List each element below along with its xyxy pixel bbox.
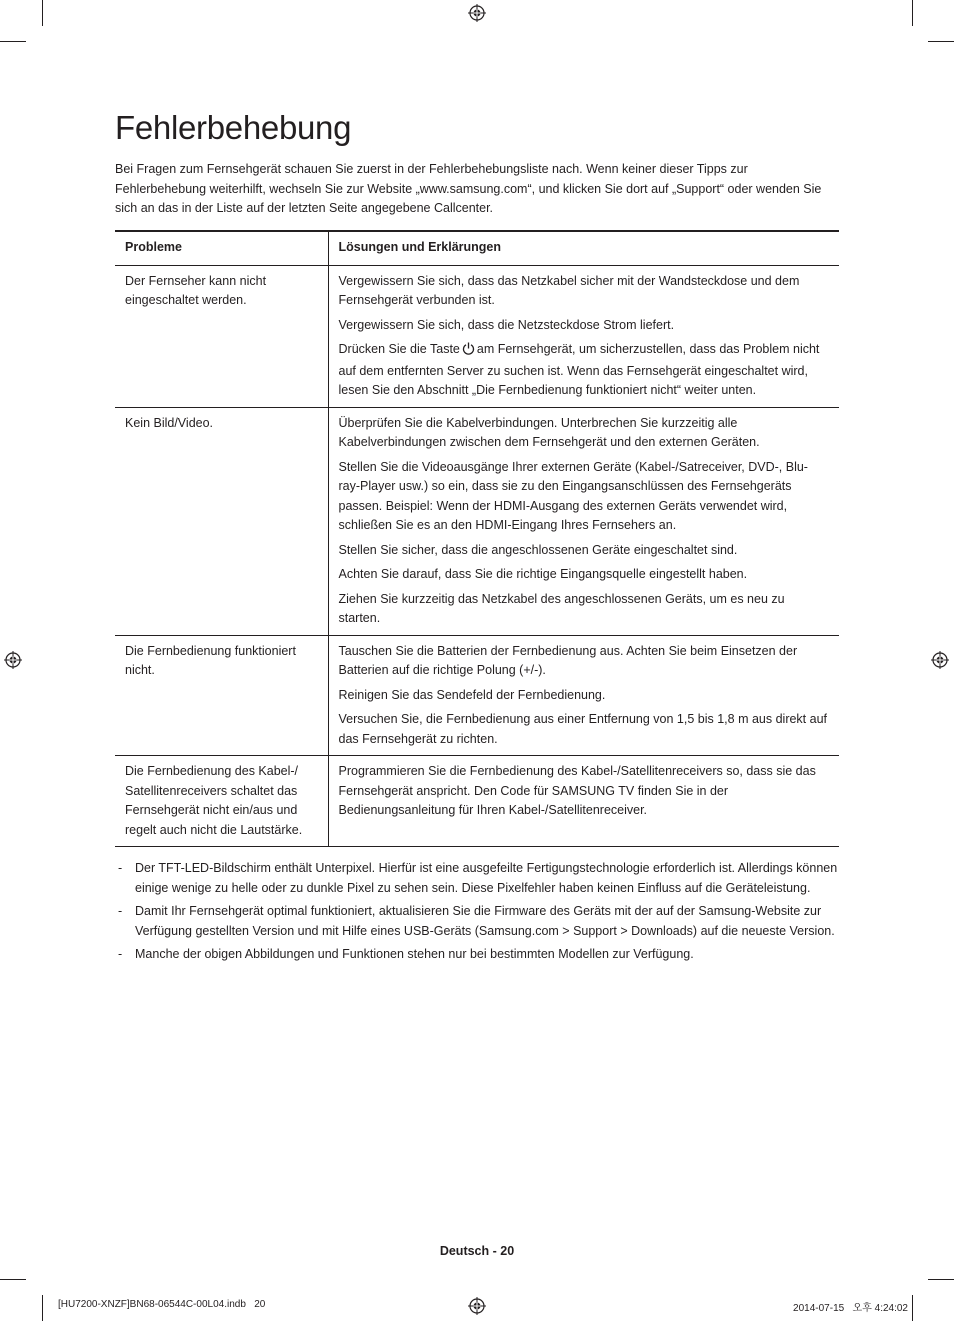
solution-text-end: am Fernsehgerät, um sicherzustellen, dass das Problem nicht auf dem entfernten Server zu suchen ist. Wenn das Fernsehgerät eingeschaltet wird, lesen Sie den Abschnitt „Die Fernbedienung funktioniert nicht“ weiter unten. — [338, 342, 820, 397]
print-timestamp: 2014-07-15 오후 4:24:02 — [793, 1303, 908, 1314]
note-item — [115, 902, 840, 941]
notes-list — [115, 859, 840, 969]
note-dash: - — [118, 861, 123, 875]
crop-mark-bottom-right-h — [928, 1279, 954, 1280]
page-number: Deutsch - 20 — [439, 1244, 515, 1258]
table-header-row — [115, 231, 839, 265]
solution-text: Ziehen Sie kurzzeitig das Netzkabel des angeschlossenen Geräts, um es neu zu starten. — [338, 591, 785, 625]
table-row — [115, 756, 839, 847]
note-dash: - — [118, 904, 123, 918]
solution-text — [339, 340, 830, 401]
intro-paragraph: Bei Fragen zum Fernsehgerät schauen Sie zuerst in der Fehlerbehebungsliste nach. Wenn keiner dieser Tipps zur Fehlerbehebung weiterhilft, wechseln Sie zur Website „www.samsung.com“, und klicken Sie dort auf „Support“ oder wenden Sie sich an das in der Liste auf der letzten Seite angegebene Callcenter. — [115, 162, 822, 215]
registration-mark-icon — [468, 1297, 486, 1315]
power-icon — [462, 342, 475, 362]
solution-text: Vergewissern Sie sich, dass das Netzkabel sicher mit der Wandsteckdose und dem Fernsehgerät verbunden ist. — [338, 273, 800, 307]
crop-mark-top-left-h — [0, 41, 26, 42]
solution-cell — [328, 635, 839, 756]
crop-mark-bottom-left-h — [0, 1279, 26, 1280]
crop-mark-bottom-right-v — [912, 1295, 913, 1321]
solution-text-start: Drücken Sie die Taste — [338, 342, 460, 356]
column-header-solutions: Lösungen und Erklärungen — [328, 231, 839, 265]
solution-cell — [328, 756, 839, 847]
problem-cell: Die Fernbedienung funktioniert nicht. — [115, 635, 328, 756]
table-row — [115, 407, 839, 635]
registration-mark-icon — [4, 651, 22, 669]
solution-text: Stellen Sie sicher, dass die angeschlossenen Geräte eingeschaltet sind. — [338, 542, 738, 557]
troubleshooting-table — [115, 230, 839, 847]
solution-text: Stellen Sie die Videoausgänge Ihrer externen Geräte (Kabel-/Satreceiver, DVD-, Blu-ray-Player usw.) so ein, dass sie zu den Eingangsanschlüssen des Fernsehgeräts passen. Beispiel: Wenn der HDMI-Ausgang des externen Geräts verwendet wird, schließen Sie es an den HDMI-Eingang Ihres Fernsehers an. — [338, 459, 808, 532]
note-text: Manche der obigen Abbildungen und Funktionen stehen nur bei bestimmten Modellen zur Verfügung. — [135, 947, 694, 961]
solution-text: Achten Sie darauf, dass Sie die richtige Eingangsquelle eingestellt haben. — [338, 567, 748, 581]
solution-cell — [328, 407, 839, 635]
table-row — [115, 635, 839, 756]
table-row — [115, 265, 839, 407]
print-file-slug: [HU7200-XNZF]BN68-06544C-00L04.indb 20 — [58, 1299, 266, 1310]
solution-text: Programmieren Sie die Fernbedienung des Kabel-/Satellitenreceivers so, dass sie das Fernsehgerät anspricht. Den Code für SAMSUNG TV finden Sie in der Bedienungsanleitung für Ihren Kabel-/Satellitenreceiver. — [338, 764, 816, 817]
registration-mark-icon — [468, 4, 486, 22]
solution-text: Versuchen Sie, die Fernbedienung aus einer Entfernung von 1,5 bis 1,8 m aus direkt auf das Fernsehgerät zu richten. — [338, 712, 828, 746]
note-item — [115, 945, 840, 965]
problem-cell: Die Fernbedienung des Kabel-/ Satellitenreceivers schaltet das Fernsehgerät nicht ein/aus und regelt auch nicht die Lautstärke. — [115, 756, 328, 847]
solution-cell — [328, 265, 839, 407]
solution-text: Tauschen Sie die Batterien der Fernbedienung aus. Achten Sie beim Einsetzen der Batterien auf die richtige Polung (+/-). — [338, 643, 798, 677]
crop-mark-top-right-v — [912, 0, 913, 26]
registration-mark-icon — [931, 651, 949, 669]
crop-mark-top-right-h — [928, 41, 954, 42]
note-text: Der TFT-LED-Bildschirm enthält Unterpixel. Hierfür ist eine ausgefeilte Fertigungstechnologie erforderlich ist. Allerdings können einige wenige zu helle oder zu dunkle Pixel zu sehen sein. Diese Pixelfehler haben keinen Einfluss auf die Geräteleistung. — [135, 861, 838, 895]
solution-text: Vergewissern Sie sich, dass die Netzsteckdose Strom liefert. — [338, 317, 675, 332]
solution-text: Reinigen Sie das Sendefeld der Fernbedienung. — [338, 687, 606, 702]
column-header-problems: Probleme — [115, 231, 328, 265]
problem-cell: Der Fernseher kann nicht eingeschaltet werden. — [115, 265, 328, 407]
crop-mark-top-left-v — [42, 0, 43, 26]
note-dash: - — [118, 947, 123, 961]
solution-text: Überprüfen Sie die Kabelverbindungen. Unterbrechen Sie kurzzeitig alle Kabelverbindungen zwischen dem Fernsehgerät und den externen Geräten. — [338, 415, 760, 449]
note-item — [115, 859, 840, 898]
note-text: Damit Ihr Fernsehgerät optimal funktioniert, aktualisieren Sie die Firmware des Geräts mit der auf der Samsung-Website zur Verfügung gestellten Version und mit Hilfe eines USB-Geräts (Samsung.com > Support > Downloads) auf die neueste Version. — [135, 904, 835, 938]
problem-cell: Kein Bild/Video. — [115, 407, 328, 635]
page-title: Fehlerbehebung — [115, 109, 352, 146]
crop-mark-bottom-left-v — [42, 1295, 43, 1321]
